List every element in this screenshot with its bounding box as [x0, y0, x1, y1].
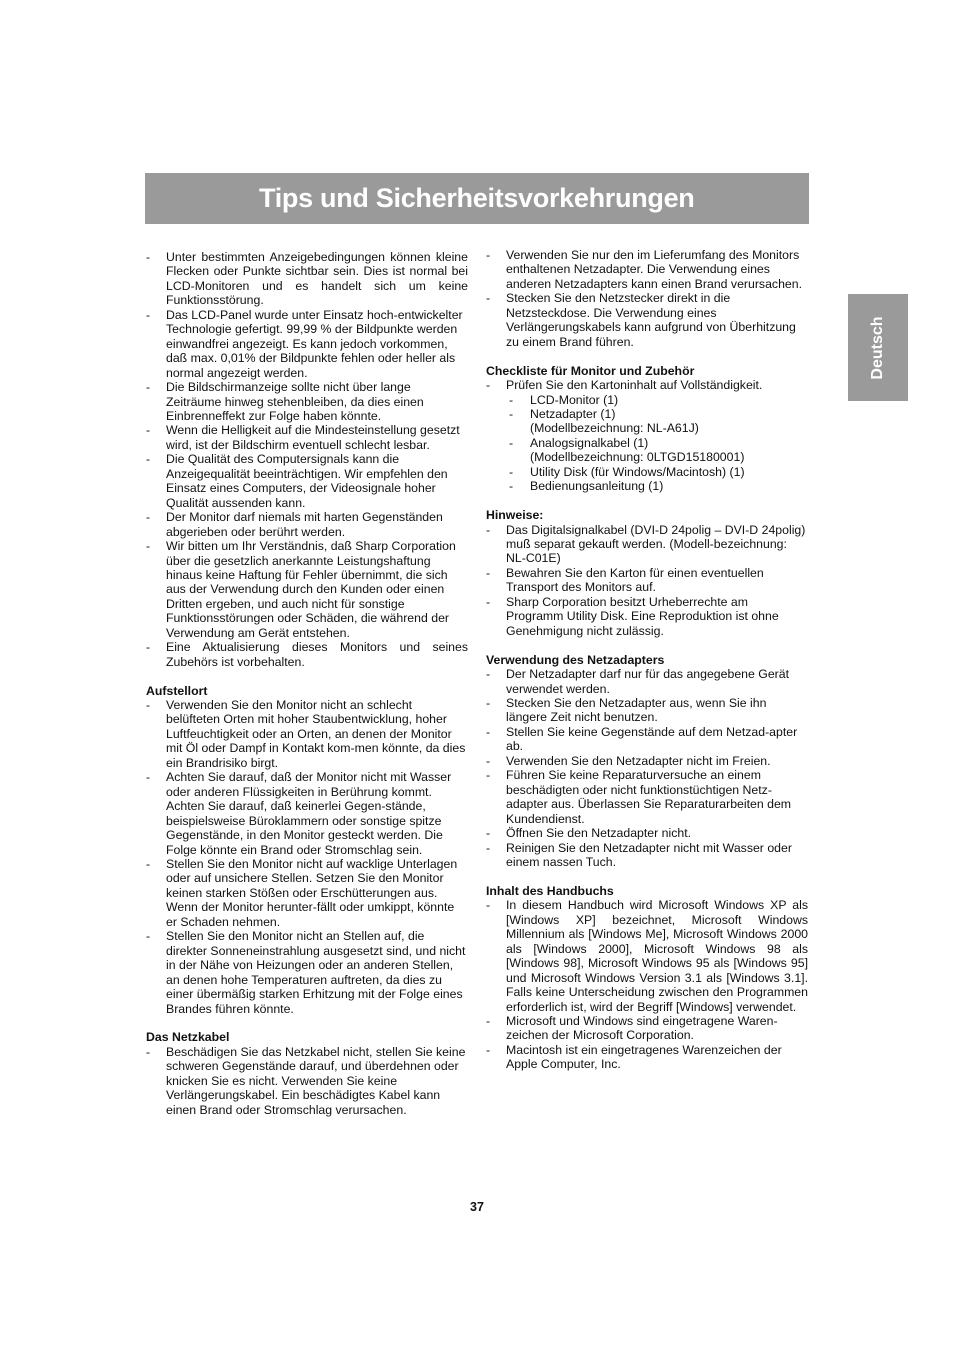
page-title: Tips und Sicherheitsvorkehrungen: [259, 183, 695, 213]
right-column: [486, 248, 808, 1072]
page-number: 37: [470, 1200, 484, 1214]
checkliste-list: [486, 378, 808, 392]
list-item: - Prüfen Sie den Kartoninhalt auf Vollständigkeit.: [486, 378, 808, 392]
checkliste-sublist: [506, 393, 808, 494]
list-item: - Wenn die Helligkeit auf die Mindesteinstellung gesetzt wird, ist der Bildschirm eventuell schlecht lesbar.: [146, 423, 468, 452]
sub-list-item: [506, 465, 808, 479]
list-item: - Stellen Sie den Monitor nicht an Stellen auf, die direkter Sonneneinstrahlung ausgesetzt sind, und nicht in der Nähe von Heizungen oder an anderen Stellen, an denen hohe Temperaturen auftreten, da dies zu einer übermäßig starken Erhitzung mit der Folge eines Brandes führen könnte.: [146, 929, 468, 1016]
sub-item-line: - Analogsignalkabel (1): [530, 435, 649, 450]
list-item: - Die Qualität des Computersignals kann die Anzeigequalität beeinträchtigen. Wir empfehlen den Einsatz eines Computers, der Videosignale hoher Qualität aussenden kann.: [146, 452, 468, 510]
sub-list-item: [506, 407, 808, 436]
list-item: - Stecken Sie den Netzadapter aus, wenn Sie ihn längere Zeit nicht benutzen.: [486, 696, 808, 725]
section-heading-checkliste: Checkliste für Monitor und Zubehör: [486, 363, 695, 378]
section-heading-aufstellort: Aufstellort: [146, 683, 208, 698]
sub-list-item: [506, 479, 808, 493]
handbuch-list: [486, 898, 808, 1071]
list-item: - Der Netzadapter darf nur für das angegebene Gerät verwendet werden.: [486, 667, 808, 696]
sub-item-line: - LCD-Monitor (1): [530, 392, 619, 407]
sub-item-line: - Utility Disk (für Windows/Macintosh) (1): [530, 464, 745, 479]
list-item: - Achten Sie darauf, daß der Monitor nicht mit Wasser oder anderen Flüssigkeiten in Berührung kommt. Achten Sie darauf, daß keinerlei Gegen-stände, beispielsweise Büroklammern oder sonstige spitze Gegenstände, in den Monitor gesteckt werden. Die Folge könnte ein Brand oder Stromschlag sein.: [146, 770, 468, 857]
sub-item-line: - Bedienungsanleitung (1): [530, 479, 664, 494]
list-item: - Das LCD-Panel wurde unter Einsatz hoch-entwickelter Technologie gefertigt. 99,99 % der Bildpunkte werden einwandfrei angezeigt. Es kann jedoch vorkommen, daß max. 0,01% der Bildpunkte fehlen oder heller als normal angezeigt werden.: [146, 308, 468, 380]
sub-item-line: (Modellbezeichnung: 0LTGD15180001): [530, 450, 745, 465]
list-item: - Stellen Sie keine Gegenstände auf dem Netzad-apter ab.: [486, 725, 808, 754]
list-item: - In diesem Handbuch wird Microsoft Windows XP als [Windows XP] bezeichnet, Microsoft Windows Millennium als [Windows Me], Microsoft Windows 2000 als [Windows 2000], Microsoft Windows 98 als [Windows 98], Microsoft Windows 95 als [Windows 95] und Microsoft Windows Version 3.1 als [Windows 3.1]. Falls keine Unterscheidung zwischen den Programmen erforderlich ist, wird der Begriff [Windows] verwendet.: [486, 898, 808, 1014]
sub-list-item: [506, 436, 808, 465]
list-item: - Führen Sie keine Reparaturversuche an einem beschädigten oder nicht funktionstüchtigen Netz-adapter aus. Überlassen Sie Reparaturarbeiten dem Kundendienst.: [486, 768, 808, 826]
list-item: - Verwenden Sie nur den im Lieferumfang des Monitors enthaltenen Netzadapter. Die Verwendung eines anderen Netzadapters kann einen Brand verursachen.: [486, 248, 808, 291]
list-item: - Reinigen Sie den Netzadapter nicht mit Wasser oder einem nassen Tuch.: [486, 841, 808, 870]
section-heading-netzkabel: Das Netzkabel: [146, 1030, 230, 1045]
list-item: - Unter bestimmten Anzeigebedingungen können kleine Flecken oder Punkte sichtbar sein. Dies ist normal bei LCD-Monitoren und es handelt sich um keine Funktionsstörung.: [146, 250, 468, 308]
list-item: - Die Bildschirmanzeige sollte nicht über lange Zeiträume hinweg stehenbleiben, da dies einen Einbrenneffekt zur Folge haben könnte.: [146, 380, 468, 423]
list-item: - Öffnen Sie den Netzadapter nicht.: [486, 826, 808, 840]
list-item: - Sharp Corporation besitzt Urheberrechte am Programm Utility Disk. Eine Reproduktion ist ohne Genehmigung nicht zulässig.: [486, 595, 808, 638]
list-item: - Verwenden Sie den Netzadapter nicht im Freien.: [486, 754, 808, 768]
hinweise-list: [486, 523, 808, 639]
language-tab: [848, 294, 908, 401]
list-item: - Das Digitalsignalkabel (DVI-D 24polig – DVI-D 24polig) muß separat gekauft werden. (Modell-bezeichnung: NL-C01E): [486, 523, 808, 566]
sub-list-item: [506, 393, 808, 407]
list-item: - Bewahren Sie den Karton für einen eventuellen Transport des Monitors auf.: [486, 566, 808, 595]
list-item: - Stellen Sie den Monitor nicht auf wacklige Unterlagen oder auf unsichere Stellen. Setzen Sie den Monitor keinen starken Stößen oder Erschütterungen aus. Wenn der Monitor herunter-fällt oder umkippt, könnte er Schaden nehmen.: [146, 857, 468, 929]
netzadapter-list: [486, 667, 808, 869]
title-bar: [145, 173, 809, 224]
list-item: - Stecken Sie den Netzstecker direkt in die Netzsteckdose. Die Verwendung eines Verlängerungskabels kann aufgrund von Überhitzung zu einem Brand führen.: [486, 291, 808, 349]
section-heading-hinweise: Hinweise:: [486, 508, 544, 523]
netzkabel-list: [146, 1045, 468, 1117]
continued-list: [486, 248, 808, 349]
intro-list: [146, 250, 468, 669]
section-heading-netzadapter: Verwendung des Netzadapters: [486, 652, 665, 667]
aufstellort-list: [146, 698, 468, 1016]
list-item: - Verwenden Sie den Monitor nicht an schlecht belüfteten Orten mit hoher Staubentwicklung, hoher Luftfeuchtigkeit oder an Orten, an denen der Monitor mit Öl oder Dampf in Kontakt kom-men könnte, da dies ein Brandrisiko birgt.: [146, 698, 468, 770]
language-tab-label: Deutsch: [869, 315, 886, 380]
list-item: - Wir bitten um Ihr Verständnis, daß Sharp Corporation über die gesetzlich anerkannte Leistungshaftung hinaus keine Haftung für Fehler übernimmt, die sich aus der Verwendung durch den Kunden oder einen Dritten ergeben, und auch nicht für sonstige Funktionsstörungen oder Schäden, die während der Verwendung am Gerät entstehen.: [146, 539, 468, 640]
left-column: [146, 250, 468, 1117]
section-heading-handbuch: Inhalt des Handbuchs: [486, 883, 614, 898]
list-item: - Beschädigen Sie das Netzkabel nicht, stellen Sie keine schweren Gegenstände darauf, und überdehnen oder knicken Sie es nicht. Verwenden Sie keine Verlängerungskabel. Ein beschädigtes Kabel kann einen Brand oder Stromschlag verursachen.: [146, 1045, 468, 1117]
sub-item-line: (Modellbezeichnung: NL-A61J): [530, 421, 699, 436]
list-item: - Eine Aktualisierung dieses Monitors und seines Zubehörs ist vorbehalten.: [146, 640, 468, 669]
list-item: - Microsoft und Windows sind eingetragene Waren-zeichen der Microsoft Corporation.: [486, 1014, 808, 1043]
list-item: - Der Monitor darf niemals mit harten Gegenständen abgerieben oder berührt werden.: [146, 510, 468, 539]
list-item: - Macintosh ist ein eingetragenes Warenzeichen der Apple Computer, Inc.: [486, 1043, 808, 1072]
sub-item-line: - Netzadapter (1): [530, 406, 616, 421]
